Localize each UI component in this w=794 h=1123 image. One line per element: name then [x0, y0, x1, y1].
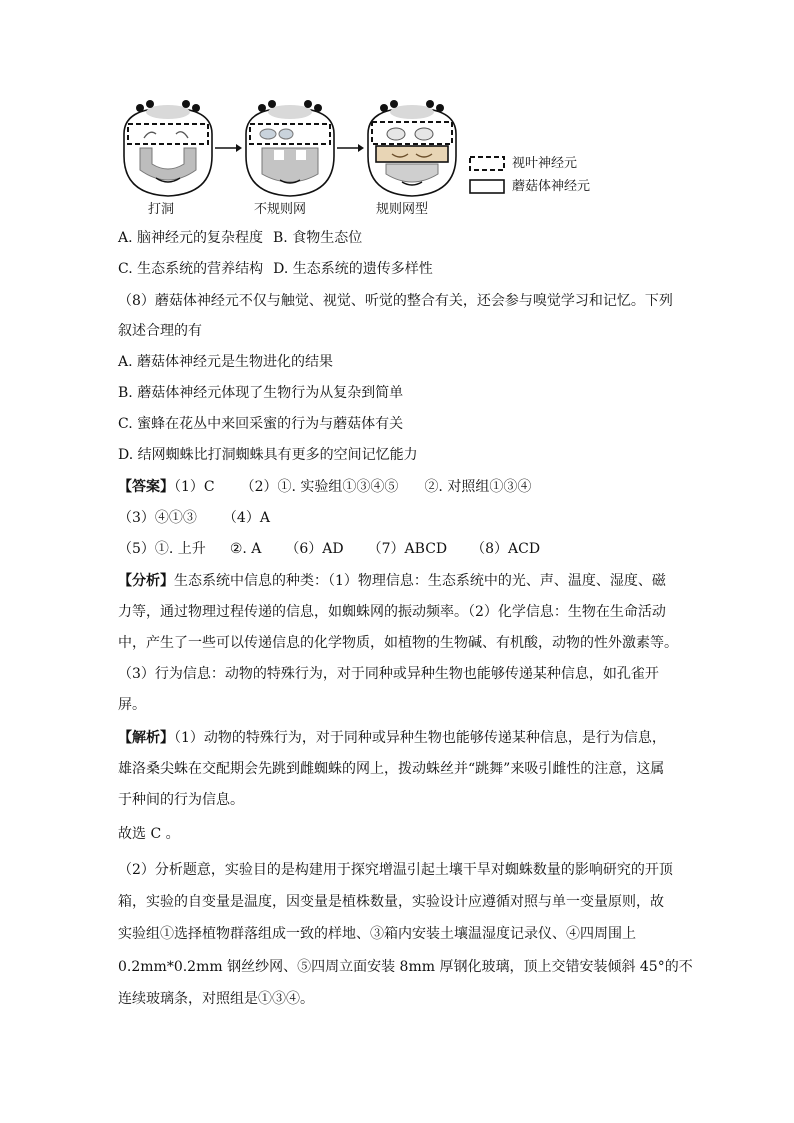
analysis-line-1	[118, 572, 666, 590]
answer-row-2	[118, 509, 270, 527]
explanation-line-6: 箱，实验的自变量是温度，因变量是植株数量，实验设计应遵循对照与单一变量原则，故	[118, 894, 664, 910]
analysis-label: 【分析】	[118, 573, 174, 589]
answer-2-1: （2）①. 实验组①③④⑤	[240, 479, 399, 495]
answer-5-2: ②. A	[229, 541, 262, 557]
analysis-line-4: （3）行为信息：动物的特殊行为，对于同种或异种生物也能够传递某种信息，如孔雀开	[118, 666, 659, 682]
answer-label: 【答案】	[118, 479, 174, 495]
explanation-line-7: 实验组①选择植物群落组成一致的样地、③箱内安装土壤温湿度记录仪、④四周围上	[118, 926, 636, 942]
head-regular-web	[368, 100, 456, 196]
answer-6: （6）AD	[285, 541, 344, 557]
q7-option-b: B. 食物生态位	[273, 230, 363, 246]
answer-8: （8）ACD	[471, 541, 541, 557]
q8-option-c: C. 蜜蜂在花丛中来回采蜜的行为与蘑菇体有关	[118, 416, 404, 432]
answer-7: （7）ABCD	[367, 541, 448, 557]
figure-label-regular-web: 规则网型	[376, 202, 429, 217]
legend-label-visual-lobe: 视叶神经元	[512, 156, 578, 171]
explanation-line-9: 连续玻璃条，对照组是①③④。	[118, 991, 314, 1007]
analysis-text: 生态系统中信息的种类：（1）物理信息：生态系统中的光、声、温度、湿度、磁	[174, 573, 666, 589]
analysis-line-2: 力等，通过物理过程传递的信息，如蜘蛛网的振动频率。（2）化学信息：生物在生命活动	[118, 604, 666, 620]
explanation-line-5: （2）分析题意，实验目的是构建用于探究增温引起土壤干旱对蜘蛛数量的影响研究的开顶	[118, 862, 673, 878]
figure-label-burrowing: 打洞	[148, 202, 175, 217]
answer-row-3	[118, 540, 540, 558]
q7-option-a: A. 脑神经元的复杂程度	[118, 230, 264, 246]
explanation-text: （1）动物的特殊行为，对于同种或异种生物也能够传递某种信息，是行为信息，	[174, 730, 666, 746]
q8-stem-line-2: 叙述合理的有	[118, 323, 202, 339]
legend-label-mushroom-body: 蘑菇体神经元	[512, 179, 591, 194]
analysis-line-5: 屏。	[118, 697, 146, 713]
explanation-line-3: 于种间的行为信息。	[118, 792, 244, 808]
q8-option-a: A. 蘑菇体神经元是生物进化的结果	[118, 354, 334, 370]
answer-5-1: （5）①. 上升	[118, 541, 206, 557]
explanation-line-2: 雄洛桑尖蛛在交配期会先跳到雌蜘蛛的网上，拨动蛛丝并“跳舞”来吸引雌性的注意，这属	[118, 761, 665, 777]
figure-label-irregular-web: 不规则网	[254, 202, 307, 217]
explanation-label: 【解析】	[118, 730, 174, 746]
q8-stem-line-1: （8）蘑菇体神经元不仅与触觉、视觉、听觉的整合有关，还会参与嗅觉学习和记忆。下列	[118, 293, 673, 309]
explanation-line-8: 0.2mm*0.2mm 钢丝纱网、⑤四周立面安装 8mm 厚钢化玻璃，顶上交错安装倾斜 45°的不	[118, 959, 693, 975]
q8-option-d: D. 结网蜘蛛比打洞蜘蛛具有更多的空间记忆能力	[118, 447, 418, 463]
analysis-line-3: 中，产生了一些可以传递信息的化学物质，如植物的生物碱、有机酸，动物的性外激素等。	[118, 635, 678, 651]
explanation-line-4: 故选 C 。	[118, 826, 180, 842]
spider-brain-figure	[118, 98, 618, 220]
head-irregular-web	[246, 100, 334, 196]
answer-3: （3）④①③	[118, 510, 197, 526]
legend-solid-swatch	[470, 180, 504, 193]
answer-2-2: ②. 对照组①③④	[424, 479, 532, 495]
answer-1: （1）C	[174, 479, 215, 495]
q7-options-row-2	[118, 260, 433, 278]
q7-option-c: C. 生态系统的营养结构	[118, 261, 264, 277]
q7-options-row-1	[118, 229, 362, 247]
answer-row-1	[118, 478, 531, 496]
head-burrowing	[124, 100, 212, 196]
answer-4: （4）A	[222, 510, 270, 526]
q7-option-d: D. 生态系统的遗传多样性	[273, 261, 433, 277]
explanation-line-1	[118, 729, 666, 747]
q8-option-b: B. 蘑菇体神经元体现了生物行为从复杂到简单	[118, 385, 404, 401]
legend-dashed-swatch	[470, 157, 504, 170]
